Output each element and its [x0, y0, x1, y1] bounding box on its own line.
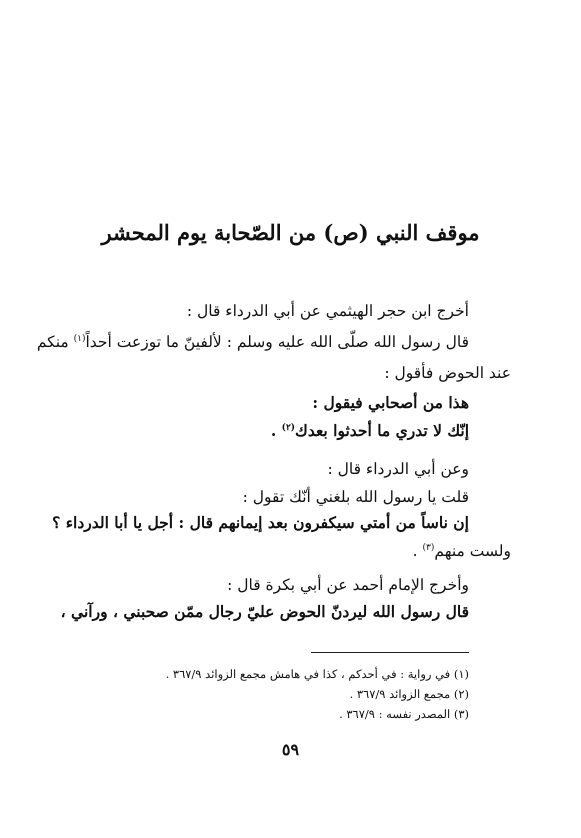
footnote-ref-3: (٣)	[422, 542, 435, 553]
footnote-2: (٢) مجمع الزوائد ٣٦٧/٩ .	[349, 687, 469, 701]
text-line-6: وعن أبي الدرداء قال :	[327, 460, 469, 478]
chapter-title: موقف النبي (ص) من الصّحابة يوم المحشر	[101, 220, 480, 245]
text-line-10: وأخرج الإمام أحمد عن أبي بكرة قال :	[227, 576, 469, 594]
text-line-9: ولست منهم$^{(٣)}$ .	[412, 542, 511, 560]
text-line-11: قال رسول الله ليردنّ الحوض عليّ رجال ممّن صحبني ، ورآني ،	[60, 602, 469, 621]
page-number: ٥٩	[281, 740, 300, 759]
text-line-3: عند الحوض فأقول :	[384, 364, 511, 382]
footnote-divider	[311, 652, 469, 653]
text-line-1: أخرج ابن حجر الهيثمي عن أبي الدرداء قال :	[186, 302, 469, 320]
text-line-5: إنّك لا تدري ما أحدثوا بعدك$^{(٢)}$ .	[270, 421, 469, 440]
footnote-3: (٣) المصدر نفسه : ٣٦٧/٩ .	[339, 707, 469, 721]
footnote-ref-2: (٢)	[281, 422, 296, 433]
text-line-7: قلت يا رسول الله بلغني أنّك تقول :	[242, 488, 469, 506]
footnote-1: (١) في رواية : في أحدكم ، كذا في هامش مجمع الزوائد ٣٦٧/٩ .	[165, 667, 469, 681]
text-line-2: قال رسول الله صلّى الله عليه وسلم : لألفينّ ما توزعت أحداً$^{(١)}$ منكم	[36, 333, 469, 351]
text-line-4: هذا من أصحابي فيقول :	[312, 393, 469, 412]
footnote-ref-1: (١)	[73, 333, 86, 344]
text-line-8: إن ناساً من أمتي سيكفرون بعد إيمانهم قال : أجل يا أبا الدرداء ؟	[52, 513, 469, 532]
